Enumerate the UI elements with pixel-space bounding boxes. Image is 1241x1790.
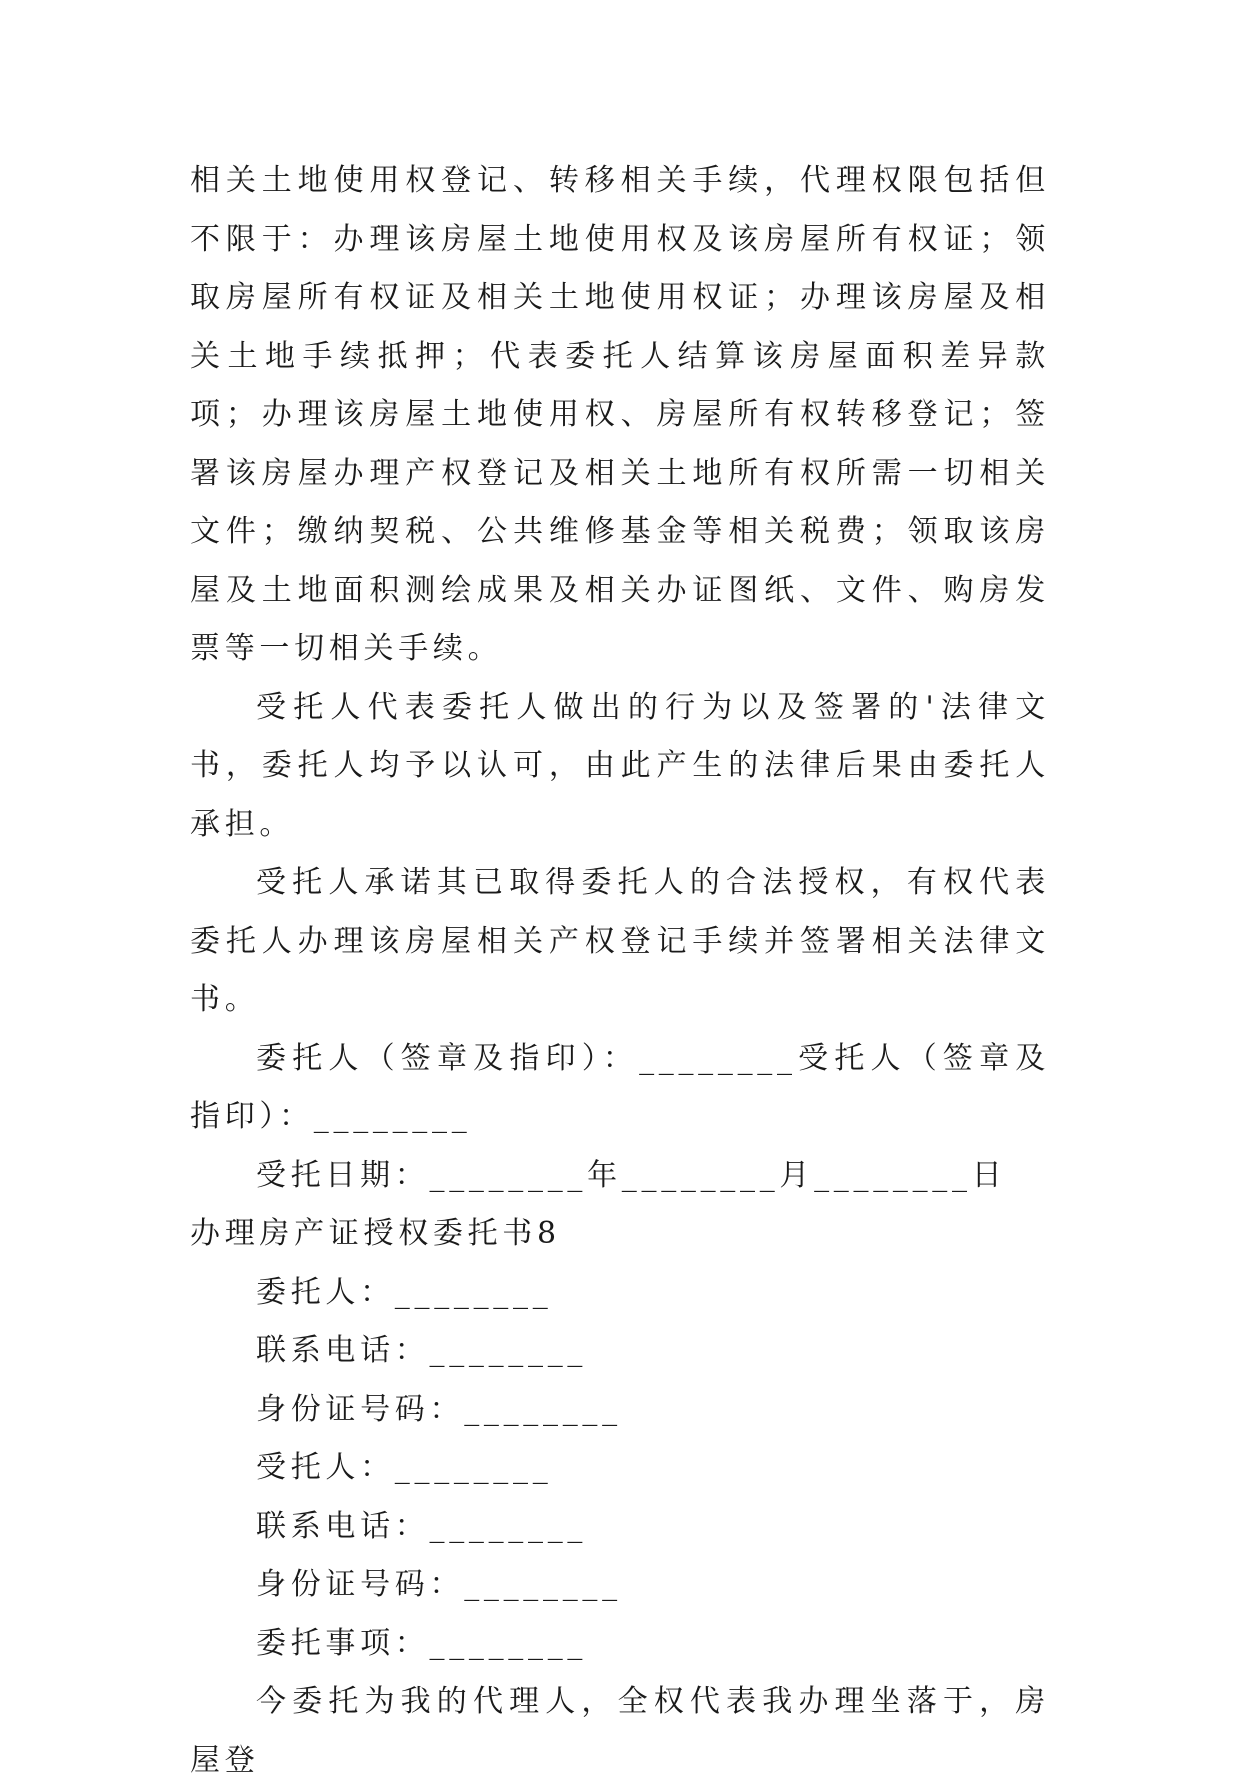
agent-promise-paragraph: 受托人承诺其已取得委托人的合法授权，有权代表委托人办理该房屋相关产权登记手续并签署相关法律文书。 bbox=[190, 865, 1050, 1017]
agent-phone-field: 联系电话：________ bbox=[256, 1508, 588, 1544]
entrusted-matters-field: 委托事项：________ bbox=[256, 1625, 588, 1661]
agent-id-field: 身份证号码：________ bbox=[256, 1567, 622, 1602]
principal-field: 委托人：________ bbox=[256, 1274, 553, 1310]
entrust-date-line: 受托日期：________年________月________日 bbox=[256, 1157, 1007, 1193]
acknowledgement-paragraph: 受托人代表委托人做出的行为以及签署的'法律文书，委托人均予以认可，由此产生的法律后果由委托人承担。 bbox=[190, 689, 1050, 842]
signature-line: 委托人（签章及指印）：________受托人（签章及指印）：________ bbox=[190, 1040, 1050, 1134]
agent-field: 受托人：________ bbox=[256, 1450, 553, 1485]
principal-phone-field: 联系电话：________ bbox=[256, 1333, 588, 1368]
document-page bbox=[190, 152, 1050, 1790]
closing-paragraph: 今委托为我的代理人，全权代表我办理坐落于，房屋登 bbox=[190, 1684, 1050, 1778]
authority-paragraph: 相关土地使用权登记、转移相关手续，代理权限包括但不限于：办理该房屋土地使用权及该房屋所有权证；领取房屋所有权证及相关土地使用权证；办理该房屋及相关土地手续抵押；代表委托人结算该房屋面积差异款项；办理该房屋土地使用权、房屋所有权转移登记；签署该房屋办理产权登记及相关土地所有权所需一切相关文件；缴纳契税、公共维修基金等相关税费；领取该房屋及土地面积测绘成果及相关办证图纸、文件、购房发票等一切相关手续。 bbox=[190, 163, 1050, 666]
section-title: 办理房产证授权委托书8 bbox=[190, 1216, 561, 1251]
principal-id-field: 身份证号码：________ bbox=[256, 1391, 622, 1427]
